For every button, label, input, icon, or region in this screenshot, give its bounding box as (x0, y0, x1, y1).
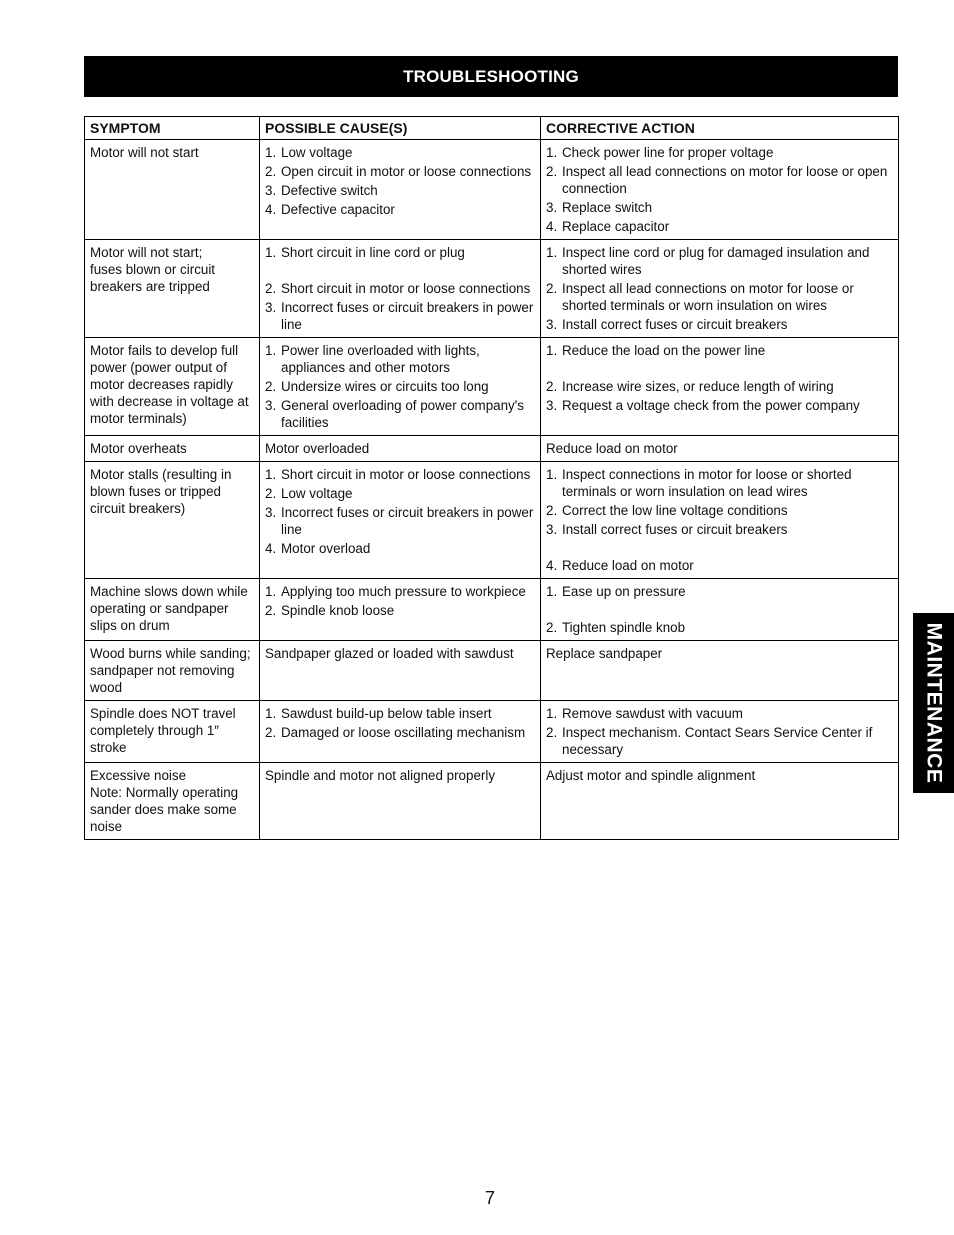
action-item-text: Inspect mechanism. Contact Sears Service Center if necessary (562, 725, 873, 757)
action-cell (541, 462, 899, 579)
symptom-text: Motor stalls (resulting in blown fuses or tripped circuit breakers) (90, 467, 232, 516)
action-item-text: Inspect connections in motor for loose or shorted terminals or worn insulation on lead wires (562, 467, 852, 499)
cause-item-text: Sandpaper glazed or loaded with sawdust (265, 646, 514, 661)
cause-item-text: Undersize wires or circuits too long (281, 379, 489, 394)
action-item (546, 557, 893, 574)
cause-item (265, 767, 535, 784)
cause-item (265, 583, 535, 600)
action-item-number: 1. (546, 467, 558, 482)
action-item (546, 244, 893, 278)
symptom-cell (85, 763, 260, 840)
action-item-text: Ease up on pressure (562, 584, 686, 599)
table-row (85, 338, 899, 436)
action-item-text: Correct the low line voltage conditions (562, 503, 788, 518)
action-item (546, 645, 893, 662)
cause-item-text: Open circuit in motor or loose connections (281, 164, 532, 179)
action-cell (541, 240, 899, 338)
cause-item (265, 705, 535, 722)
cause-item (265, 378, 535, 395)
cause-item-number: 4. (265, 541, 277, 556)
action-item (546, 144, 893, 161)
cause-item-number: 2. (265, 486, 277, 501)
cause-item-number: 2. (265, 164, 277, 179)
action-item (546, 342, 893, 359)
cause-item-text: Applying too much pressure to workpiece (281, 584, 526, 599)
cause-item-text: Defective capacitor (281, 202, 395, 217)
cause-item-number: 1. (265, 343, 277, 358)
action-item-number: 2. (546, 164, 558, 179)
action-item-number: 1. (546, 343, 558, 358)
action-item-text: Inspect all lead connections on motor for loose or shorted terminals or worn insulation on wires (562, 281, 854, 313)
table-row (85, 763, 899, 840)
cause-item-number: 2. (265, 603, 277, 618)
cause-item-text: General overloading of power company's facilities (281, 398, 524, 430)
cause-item-text: Defective switch (281, 183, 378, 198)
cause-item (265, 504, 535, 538)
symptom-text: Machine slows down while operating or sandpaper slips on drum (90, 584, 248, 633)
cause-cell (260, 436, 541, 462)
cause-item-number: 1. (265, 584, 277, 599)
cause-item-text: Low voltage (281, 145, 353, 160)
symptom-cell (85, 641, 260, 701)
cause-item-text: Incorrect fuses or circuit breakers in power line (281, 300, 534, 332)
action-item-text: Replace switch (562, 200, 653, 215)
action-item-text: Increase wire sizes, or reduce length of wiring (562, 379, 834, 394)
action-cell (541, 641, 899, 701)
cause-cell (260, 338, 541, 436)
action-cell (541, 436, 899, 462)
action-item (546, 378, 893, 395)
column-header-corrective-action: CORRECTIVE ACTION (541, 117, 899, 140)
cause-cell (260, 641, 541, 701)
cause-item-text: Sawdust build-up below table insert (281, 706, 492, 721)
table-row (85, 641, 899, 701)
cause-cell (260, 140, 541, 240)
symptom-cell (85, 462, 260, 579)
table-row (85, 701, 899, 763)
action-item (546, 316, 893, 333)
cause-item (265, 440, 535, 457)
action-item (546, 466, 893, 500)
cause-item-number: 4. (265, 202, 277, 217)
table-row (85, 240, 899, 338)
cause-item (265, 342, 535, 376)
action-item (546, 280, 893, 314)
cause-item (265, 466, 535, 483)
action-item-text: Replace sandpaper (546, 646, 663, 661)
cause-item-number: 3. (265, 183, 277, 198)
action-cell (541, 579, 899, 641)
cause-item (265, 645, 535, 662)
action-item-number: 1. (546, 706, 558, 721)
cause-item-text: Spindle and motor not aligned properly (265, 768, 496, 783)
troubleshooting-table (84, 116, 899, 840)
cause-item-number: 1. (265, 706, 277, 721)
symptom-cell (85, 579, 260, 641)
cause-cell (260, 240, 541, 338)
table-row (85, 579, 899, 641)
symptom-text: Note: Normally operating sander does make some noise (90, 785, 239, 834)
action-item-number: 3. (546, 317, 558, 332)
action-item (546, 724, 893, 758)
cause-item (265, 182, 535, 199)
cause-item-text: Damaged or loose oscillating mechanism (281, 725, 526, 740)
cause-item-number: 3. (265, 505, 277, 520)
side-tab-label: MAINTENANCE (922, 622, 946, 784)
cause-item (265, 397, 535, 431)
action-item-text: Install correct fuses or circuit breakers (562, 317, 788, 332)
action-item-text: Reduce load on motor (546, 441, 678, 456)
symptom-cell (85, 436, 260, 462)
table-row (85, 462, 899, 579)
action-item-text: Request a voltage check from the power company (562, 398, 860, 413)
symptom-text: fuses blown or circuit breakers are tripped (90, 262, 216, 294)
action-item (546, 619, 893, 636)
cause-item (265, 540, 535, 557)
cause-cell (260, 763, 541, 840)
action-item-number: 2. (546, 503, 558, 518)
cause-item-number: 3. (265, 300, 277, 315)
action-item-text: Install correct fuses or circuit breakers (562, 522, 788, 537)
cause-cell (260, 701, 541, 763)
cause-item-text: Spindle knob loose (281, 603, 395, 618)
action-item (546, 767, 893, 784)
action-cell (541, 701, 899, 763)
symptom-cell (85, 140, 260, 240)
cause-item-number: 3. (265, 398, 277, 413)
cause-item (265, 144, 535, 161)
action-item (546, 521, 893, 538)
action-item-text: Adjust motor and spindle alignment (546, 768, 756, 783)
action-item (546, 583, 893, 600)
action-item-number: 1. (546, 245, 558, 260)
cause-item-text: Incorrect fuses or circuit breakers in power line (281, 505, 534, 537)
table-row (85, 436, 899, 462)
action-item-text: Reduce load on motor (562, 558, 694, 573)
action-item-number: 2. (546, 620, 558, 635)
cause-item-text: Short circuit in motor or loose connections (281, 281, 531, 296)
symptom-cell (85, 338, 260, 436)
cause-cell (260, 462, 541, 579)
action-item (546, 199, 893, 216)
cause-item (265, 163, 535, 180)
cause-item (265, 724, 535, 741)
cause-cell (260, 579, 541, 641)
column-header-possible-causes: POSSIBLE CAUSE(S) (260, 117, 541, 140)
cause-item-number: 1. (265, 467, 277, 482)
symptom-text: Motor fails to develop full power (power output of motor decreases rapidly with decrease in voltage at motor terminals) (90, 343, 249, 426)
cause-item-text: Short circuit in line cord or plug (281, 245, 465, 260)
cause-item-number: 2. (265, 725, 277, 740)
action-item-text: Inspect all lead connections on motor for loose or open connection (562, 164, 888, 196)
action-cell (541, 763, 899, 840)
action-item-number: 3. (546, 398, 558, 413)
table-body (85, 140, 899, 840)
cause-item-text: Motor overload (281, 541, 371, 556)
symptom-cell (85, 240, 260, 338)
symptom-cell (85, 701, 260, 763)
cause-item-text: Low voltage (281, 486, 353, 501)
cause-item (265, 280, 535, 297)
action-item-text: Tighten spindle knob (562, 620, 686, 635)
symptom-text: Excessive noise (90, 768, 187, 783)
cause-item-number: 2. (265, 281, 277, 296)
cause-item-number: 1. (265, 245, 277, 260)
action-item (546, 218, 893, 235)
action-item (546, 397, 893, 414)
table-row (85, 140, 899, 240)
cause-item-number: 2. (265, 379, 277, 394)
cause-item-text: Motor overloaded (265, 441, 370, 456)
action-item-number: 2. (546, 379, 558, 394)
table-header-row (85, 117, 899, 140)
action-item (546, 440, 893, 457)
action-item-number: 3. (546, 200, 558, 215)
section-side-tab (913, 613, 954, 793)
cause-item-text: Short circuit in motor or loose connections (281, 467, 531, 482)
action-item-number: 2. (546, 281, 558, 296)
symptom-text: Spindle does NOT travel completely through 1″ stroke (90, 706, 236, 755)
action-item-number: 4. (546, 558, 558, 573)
cause-item (265, 299, 535, 333)
action-item-number: 4. (546, 219, 558, 234)
action-cell (541, 338, 899, 436)
cause-item-number: 1. (265, 145, 277, 160)
action-item-number: 1. (546, 584, 558, 599)
section-title-banner (84, 56, 898, 97)
action-item-text: Replace capacitor (562, 219, 670, 234)
action-item-text: Inspect line cord or plug for damaged insulation and shorted wires (562, 245, 870, 277)
action-item (546, 705, 893, 722)
symptom-text: Wood burns while sanding; sandpaper not removing wood (90, 646, 251, 695)
action-item-number: 3. (546, 522, 558, 537)
action-cell (541, 140, 899, 240)
action-item-text: Reduce the load on the power line (562, 343, 766, 358)
cause-item (265, 602, 535, 619)
cause-item (265, 485, 535, 502)
symptom-text: Motor will not start; (90, 245, 203, 260)
action-item (546, 163, 893, 197)
cause-item (265, 244, 535, 261)
cause-item-text: Power line overloaded with lights, appliances and other motors (281, 343, 480, 375)
action-item-text: Remove sawdust with vacuum (562, 706, 743, 721)
column-header-symptom: SYMPTOM (85, 117, 260, 140)
symptom-text: Motor will not start (90, 145, 199, 160)
cause-item (265, 201, 535, 218)
action-item-number: 1. (546, 145, 558, 160)
section-title: TROUBLESHOOTING (403, 66, 579, 86)
action-item (546, 502, 893, 519)
action-item-number: 2. (546, 725, 558, 740)
page-number: 7 (484, 1188, 495, 1208)
symptom-text: Motor overheats (90, 441, 187, 456)
action-item-text: Check power line for proper voltage (562, 145, 774, 160)
